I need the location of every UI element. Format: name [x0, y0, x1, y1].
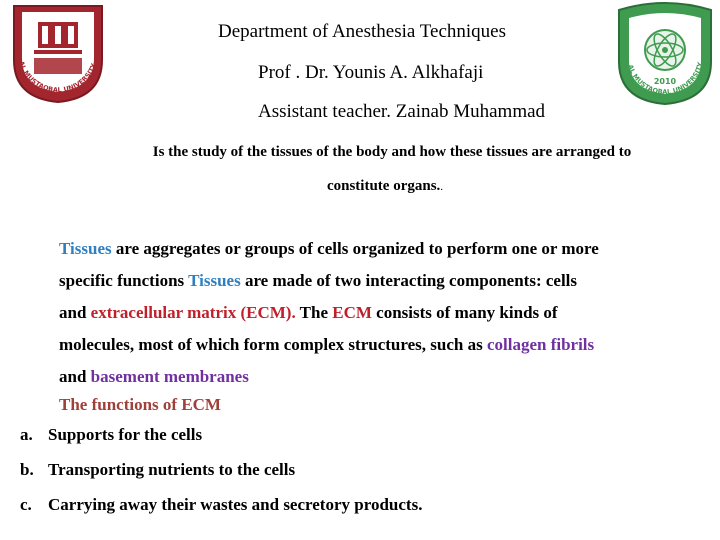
list-item-text: Supports for the cells [48, 425, 203, 444]
list-item [20, 460, 295, 480]
paragraph-text: and [59, 367, 91, 386]
paragraph-line-2 [59, 265, 709, 297]
intro-trailing-dot: . [440, 181, 444, 193]
term-tissues: Tissues [59, 239, 112, 258]
intro-line-2 [60, 178, 710, 195]
term-ecm: ECM [332, 303, 372, 322]
paragraph-line-4 [59, 329, 709, 361]
paragraph-line-5 [59, 361, 709, 393]
paragraph-text: molecules, most of which form complex structures, such as [59, 335, 487, 354]
list-item [20, 425, 202, 445]
right-logo-text: AL MUSTAQBAL UNIVERSITY [626, 61, 705, 97]
term-basement-membranes: basement membranes [90, 367, 249, 386]
paragraph-text: specific functions [59, 271, 189, 290]
professor-name: Prof . Dr. Younis A. Alkhafaji [258, 62, 484, 83]
list-item [20, 495, 422, 515]
paragraph-text: are aggregates or groups of cells organized to perform one or more [111, 239, 599, 258]
paragraph-text: consists of many kinds of [371, 303, 558, 322]
paragraph-line-3 [59, 297, 709, 329]
term-tissues: Tissues [188, 271, 241, 290]
paragraph-line-1 [59, 233, 709, 265]
list-marker: c. [20, 495, 32, 514]
paragraph-text: The [295, 303, 333, 322]
left-logo-text: AL MUSTAQBAL UNIVERSITY [17, 60, 98, 95]
paragraph-text: and [59, 303, 91, 322]
list-item-text: Carrying away their wastes and secretory products. [48, 495, 423, 514]
university-seal-red-icon [0, 0, 116, 104]
intro-line-2-text: constitute organs. [326, 178, 441, 194]
list-marker: b. [20, 460, 34, 479]
functions-title: The functions of ECM [59, 395, 221, 414]
list-item-text: Transporting nutrients to the cells [48, 460, 296, 479]
right-logo-year: 2010 [653, 77, 677, 86]
intro-line-1: Is the study of the tissues of the body and how these tissues are arranged to [152, 144, 632, 160]
list-marker: a. [20, 425, 33, 444]
term-collagen-fibrils: collagen fibrils [486, 335, 595, 354]
department-title: Department of Anesthesia Techniques [218, 21, 506, 42]
tissues-paragraph [59, 233, 709, 393]
university-seal-green-icon [611, 0, 719, 106]
paragraph-text: are made of two interacting components: cells [240, 271, 578, 290]
assistant-name: Assistant teacher. Zainab Muhammad [258, 101, 546, 122]
term-extracellular-matrix: extracellular matrix (ECM). [90, 303, 296, 322]
